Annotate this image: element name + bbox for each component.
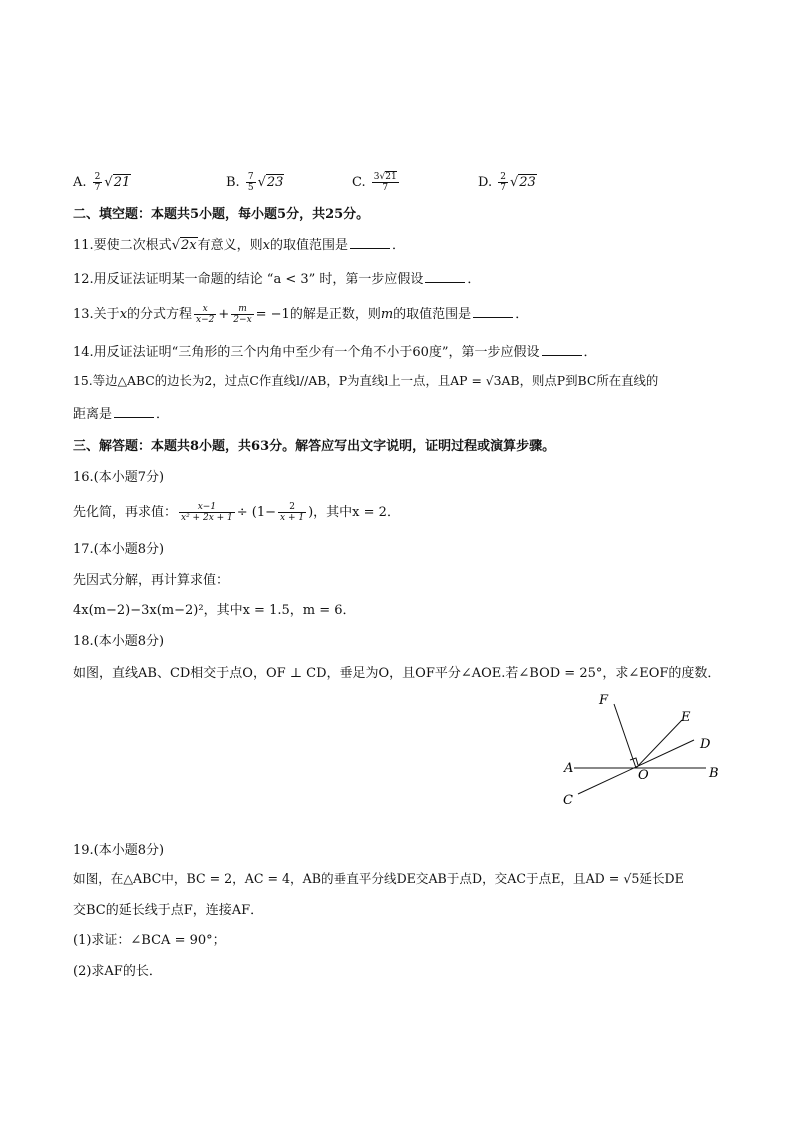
- answer-blank[interactable]: [542, 343, 582, 356]
- ray-of: [614, 704, 636, 768]
- question-15-line-1: 15.等边△ABC的边长为2，过点C作直线l//AB，P为直线l上一点，且AP = √3AB，则点P到BC所在直线的: [73, 373, 659, 388]
- sqrt: √23: [509, 175, 536, 190]
- answer-blank[interactable]: [473, 305, 513, 318]
- sqrt: √21: [104, 175, 131, 190]
- fraction: $\frac{3√21}{7}$: [373, 172, 397, 193]
- question-18-title: 18.(本小题8分): [73, 634, 165, 649]
- choice-c[interactable]: C. $\frac{3√21}{7}$: [352, 172, 397, 193]
- label-F: F: [599, 693, 609, 708]
- label-A: A: [564, 761, 574, 776]
- question-19-part-1: (1)求证：∠BCA = 90°；: [73, 933, 226, 948]
- question-16-body: 先化简，再求值： $\frac{x-1}{\text{x² + 2x + 1}}$ ÷ (1− $\frac{2}{x + 1}$ )，其中x = 2．: [73, 502, 400, 523]
- question-15-line-2: 距离是 ．: [73, 407, 170, 422]
- question-19-part-2: (2)求AF的长．: [73, 964, 162, 979]
- label-C: C: [563, 793, 573, 808]
- question-11: 11.要使二次根式√2x有意义，则x的取值范围是 ．: [73, 238, 405, 253]
- question-17-line-2: 4x(m−2)−3x(m−2)²，其中x = 1.5，m = 6．: [73, 603, 356, 618]
- label-O: O: [638, 768, 649, 783]
- question-18-body: 如图，直线AB、CD相交于点O，OF ⊥ CD，垂足为O，且OF平分∠AOE.若∠BOD = 25°，求∠EOF的度数．: [73, 666, 721, 681]
- choice-b[interactable]: B. $\frac{7}{5}$ √23: [226, 172, 284, 193]
- answer-blank[interactable]: [425, 270, 465, 283]
- choice-d[interactable]: D. $\frac{2}{7}$ √23: [478, 172, 536, 193]
- choice-a[interactable]: A. $\frac{2}{7}$ √21: [73, 172, 131, 193]
- question-19-line-2: 交BC的延长线于点F，连接AF．: [73, 903, 264, 918]
- question-17-title: 17.(本小题8分): [73, 542, 165, 557]
- answer-blank[interactable]: [114, 405, 154, 418]
- question-19-line-1: 如图，在△ABC中，BC = 2，AC = 4，AB的垂直平分线DE交AB于点D，交AC于点E，且AD = √5延长DE: [73, 871, 684, 886]
- fraction: $\frac{7}{5}$: [247, 172, 254, 193]
- label-B: B: [709, 766, 719, 781]
- sqrt: √23: [257, 175, 284, 190]
- question-12: 12.用反证法证明某一命题的结论 “a < 3” 时，第一步应假设 ．: [73, 272, 481, 287]
- label-D: D: [700, 737, 711, 752]
- question-13: 13.关于x的分式方程 $\frac{x}{x-2}$ + $\frac{m}{2-x}$ = −1的解是正数，则m的取值范围是 ．: [73, 304, 529, 325]
- fraction: $\frac{2}{7}$: [94, 172, 101, 193]
- section-heading-fill-in: 二、填空题：本题共5小题，每小题5分，共25分。: [73, 207, 370, 222]
- answer-blank[interactable]: [350, 236, 390, 249]
- question-17-line-1: 先因式分解，再计算求值：: [73, 573, 230, 588]
- fraction: $\frac{2}{7}$: [500, 172, 506, 193]
- geometry-figure: [550, 688, 730, 813]
- section-heading-solve: 三、解答题：本题共8小题，共63分。解答应写出文字说明，证明过程或演算步骤。: [73, 439, 556, 454]
- ray-oe: [636, 720, 682, 768]
- question-19-title: 19.(本小题8分): [73, 843, 165, 858]
- label-E: E: [681, 710, 691, 725]
- question-14: 14.用反证法证明“三角形的三个内角中至少有一个角不小于60度”，第一步应假设 ．: [73, 345, 597, 360]
- question-16-title: 16.(本小题7分): [73, 470, 165, 485]
